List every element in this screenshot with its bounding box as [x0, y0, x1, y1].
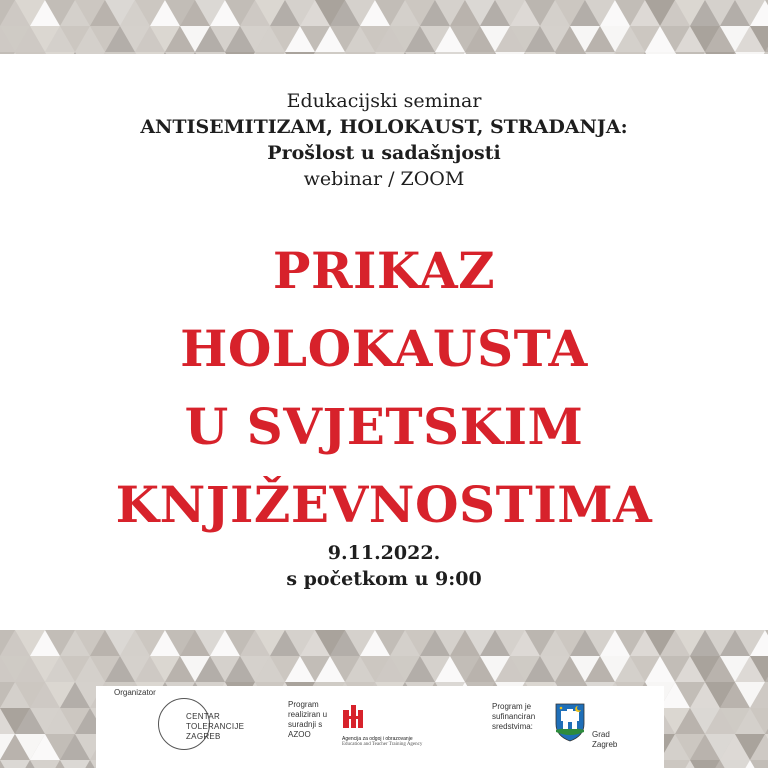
top-pattern-band [0, 0, 768, 54]
event-date: 9.11.2022. [327, 542, 441, 564]
sponsor-panel [96, 686, 664, 768]
event-time: s početkom u 9:00 [286, 568, 482, 590]
lecture-title [0, 232, 768, 544]
azoo-logo-icon [342, 704, 364, 730]
seminar-type: Edukacijski seminar [286, 90, 482, 112]
title-line-2: HOLOKAUSTA [180, 319, 588, 378]
partner-name-en: Education and Teacher Training Agency [342, 742, 423, 747]
seminar-intro [0, 88, 768, 192]
poster-main [0, 54, 768, 630]
partner-name: Agencija za odgoj i obrazovanje [342, 736, 413, 742]
event-schedule [0, 540, 768, 592]
seminar-name: ANTISEMITIZAM, HOLOKAUST, STRADANJA: [140, 116, 628, 138]
title-line-4: KNJIŽEVNOSTIMA [115, 475, 653, 534]
organizer-name: CENTAR TOLERANCIJE ZAGREB [186, 712, 245, 741]
partner-label: Program realiziran u suradnji s AZOO [288, 700, 328, 739]
title-line-3: U SVJETSKIM [184, 397, 584, 456]
seminar-subtitle: Prošlost u sadašnjosti [267, 142, 501, 164]
seminar-format: webinar / ZOOM [303, 168, 465, 190]
funder-name: Grad Zagreb [592, 730, 618, 749]
title-line-1: PRIKAZ [272, 241, 496, 300]
organizer-label: Organizator [114, 688, 156, 697]
zagreb-coat-of-arms-icon [554, 702, 586, 742]
triangle-pattern [0, 0, 768, 54]
funder-label: Program je sufinanciran sredstvima: [492, 702, 536, 731]
